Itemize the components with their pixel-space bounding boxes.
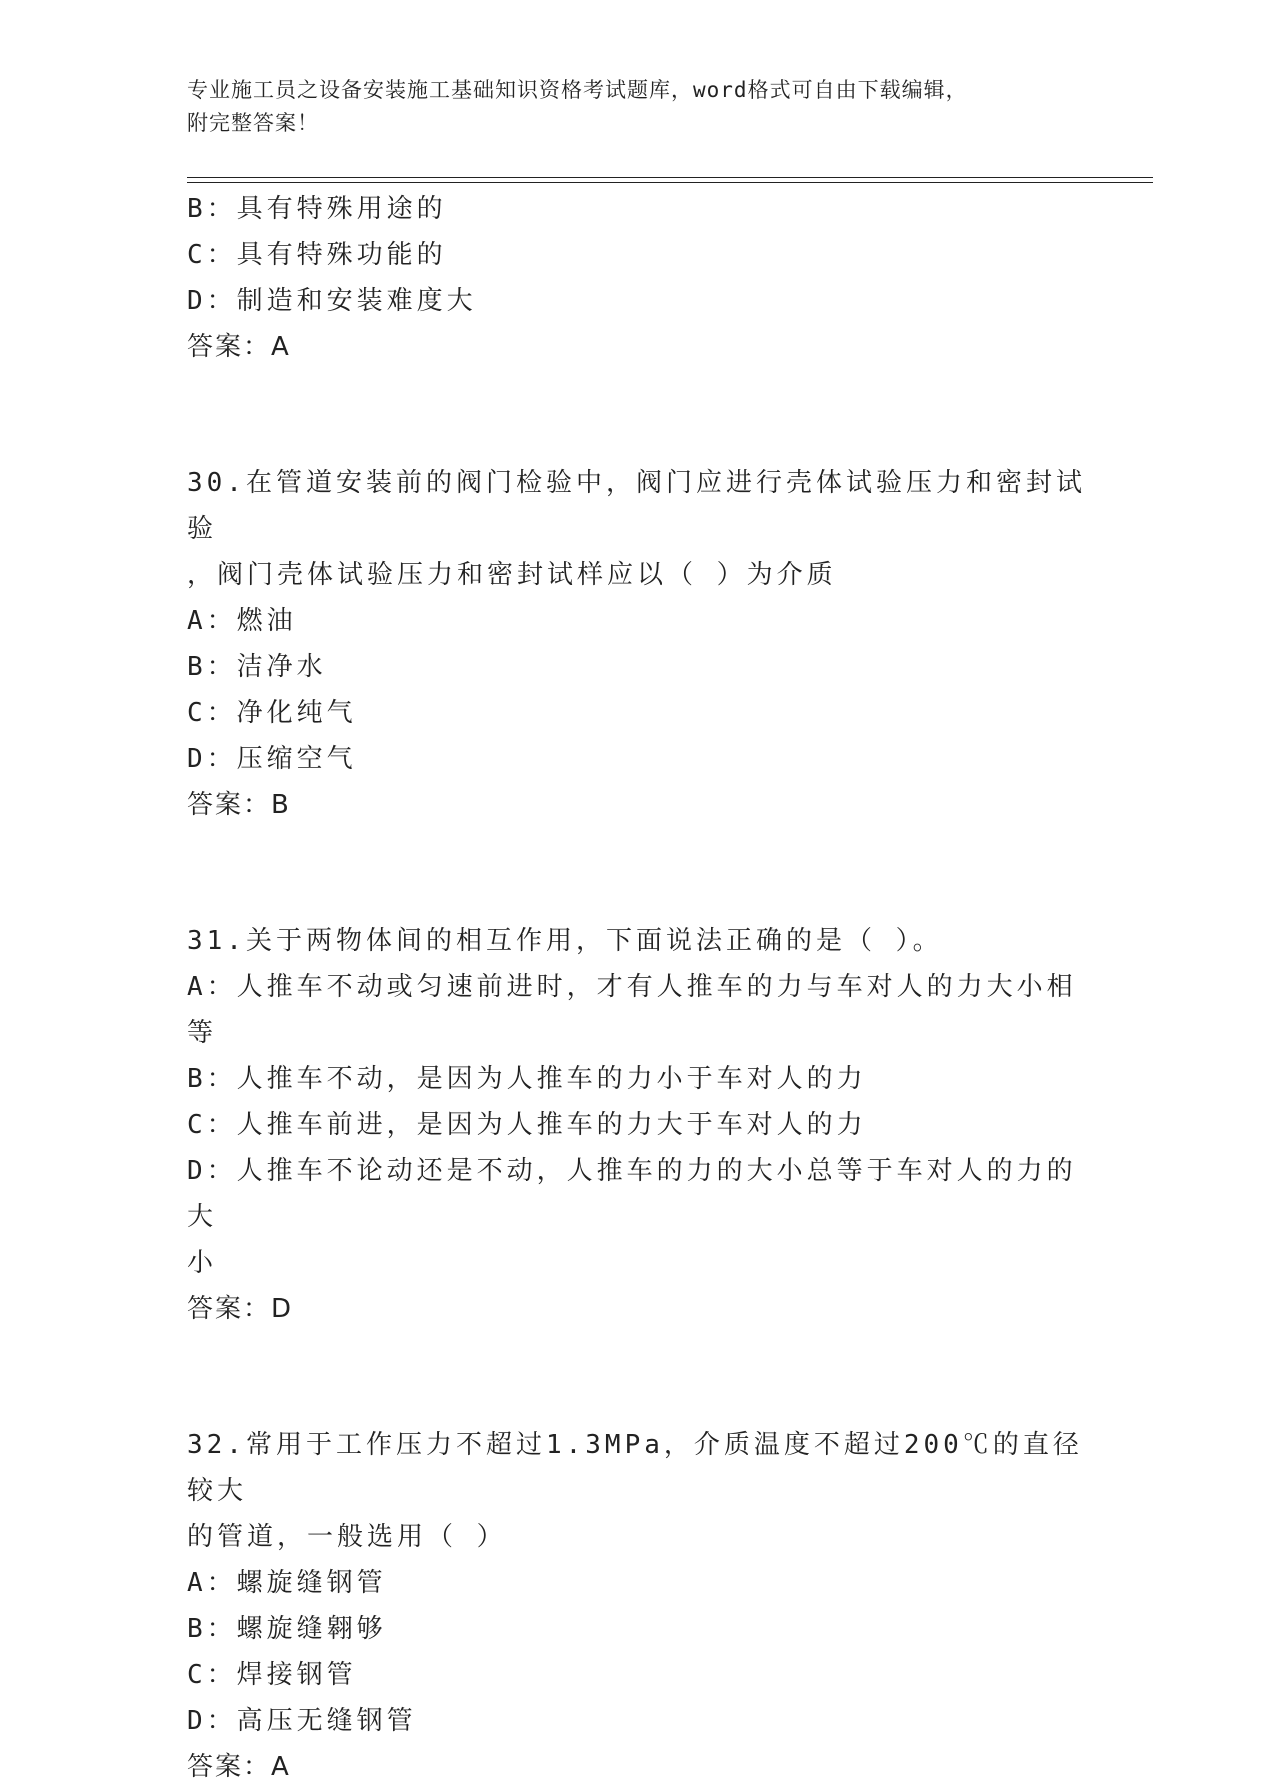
option-c: C：具有特殊功能的 — [187, 240, 447, 270]
option-b: B：洁净水 — [187, 652, 327, 682]
header-line-1: 专业施工员之设备安装施工基础知识资格考试题库，word格式可自由下载编辑， — [187, 78, 968, 102]
question-text-cont: 的管道，一般选用（ ） — [187, 1522, 507, 1552]
header-line-2: 附完整答案！ — [187, 111, 319, 135]
option-d: D：制造和安装难度大 — [187, 286, 477, 316]
question-text-cont: ，阀门壳体试验压力和密封试样应以（ ）为介质 — [187, 560, 837, 590]
header-divider-top — [187, 177, 1153, 178]
question-text: 31.关于两物体间的相互作用，下面说法正确的是（ ）。 — [187, 926, 943, 956]
option-a: A：人推车不动或匀速前进时，才有人推车的力与车对人的力大小相等 — [187, 972, 1077, 1048]
partial-question-29 — [187, 186, 1087, 370]
option-b: B：具有特殊用途的 — [187, 194, 447, 224]
document-header — [187, 74, 1067, 140]
option-b: B：人推车不动，是因为人推车的力小于车对人的力 — [187, 1064, 867, 1094]
option-d: D：高压无缝钢管 — [187, 1706, 417, 1736]
option-d: D：人推车不论动还是不动，人推车的力的大小总等于车对人的力的大 — [187, 1156, 1077, 1232]
question-31 — [187, 918, 1087, 1332]
option-a: A：螺旋缝钢管 — [187, 1568, 387, 1598]
option-a: A：燃油 — [187, 606, 297, 636]
question-30 — [187, 460, 1087, 828]
question-list — [187, 186, 1087, 1790]
question-text: 32.常用于工作压力不超过1.3MPa，介质温度不超过200℃的直径较大 — [187, 1430, 1083, 1506]
option-d: D：压缩空气 — [187, 744, 357, 774]
option-c: C：人推车前进，是因为人推车的力大于车对人的力 — [187, 1110, 867, 1140]
answer: 答案：A — [187, 332, 291, 362]
option-c: C：焊接钢管 — [187, 1660, 357, 1690]
question-32 — [187, 1422, 1087, 1790]
question-text: 30.在管道安装前的阀门检验中，阀门应进行壳体试验压力和密封试验 — [187, 468, 1086, 544]
answer: 答案：B — [187, 790, 291, 820]
answer: 答案：D — [187, 1294, 294, 1324]
option-b: B：螺旋缝翱够 — [187, 1614, 387, 1644]
option-d-cont: 小 — [187, 1248, 218, 1278]
answer: 答案：A — [187, 1752, 291, 1782]
header-divider-bottom — [187, 182, 1153, 183]
option-c: C：净化纯气 — [187, 698, 357, 728]
